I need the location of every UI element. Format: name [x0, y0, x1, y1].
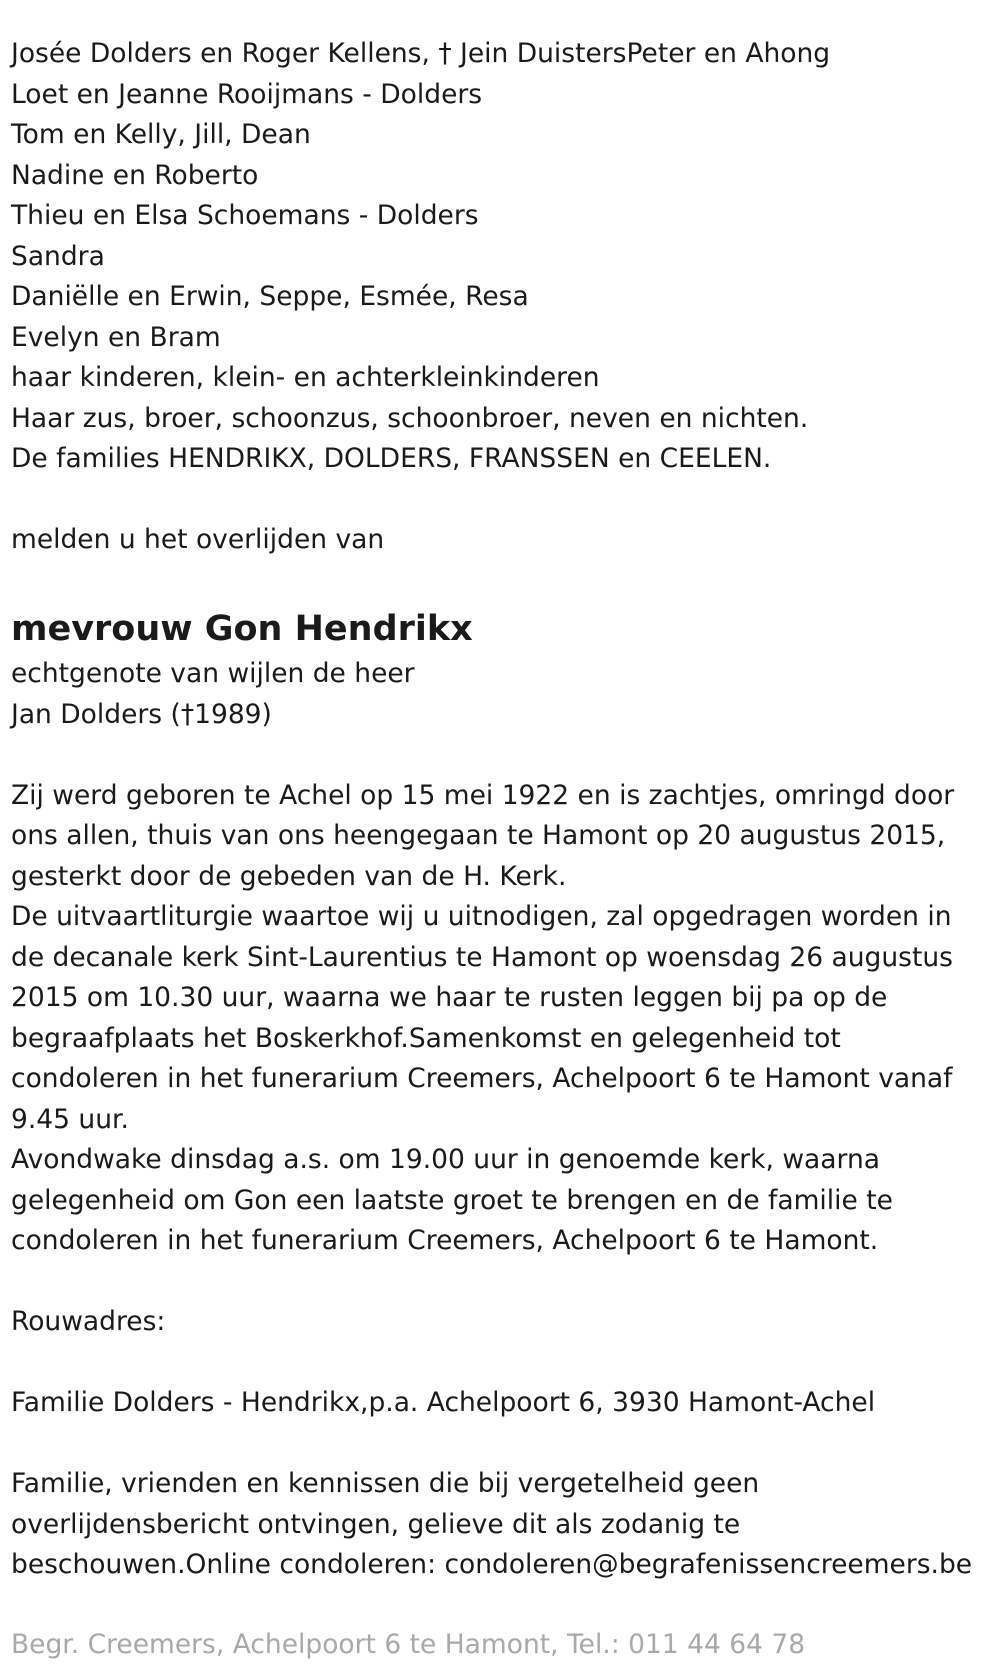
details-line: gelegenheid om Gon een laatste groet te brengen en de familie te — [11, 1184, 893, 1216]
details-line: gesterkt door de gebeden van de H. Kerk. — [11, 860, 567, 892]
spacer — [11, 1424, 996, 1465]
family-line: Evelyn en Bram — [11, 321, 221, 353]
relation-line: echtgenote van wijlen de heer — [11, 658, 415, 689]
details-line: condoleren in het funerarium Creemers, Achelpoort 6 te Hamont. — [11, 1225, 879, 1256]
details-paragraph — [11, 776, 996, 1262]
spacer — [11, 1262, 996, 1303]
family-list — [11, 34, 996, 480]
closing-line: Familie, vrienden en kennissen die bij vergetelheid geen — [11, 1468, 760, 1499]
mourning-address-label: Rouwadres: — [11, 1306, 166, 1337]
details-line: condoleren in het funerarium Creemers, Achelpoort 6 te Hamont vanaf — [11, 1063, 953, 1094]
family-line: Haar zus, broer, schoonzus, schoonbroer, neven en nichten. — [11, 402, 809, 434]
family-line: Loet en Jeanne Rooijmans - Dolders — [11, 78, 483, 110]
details-line: Avondwake dinsdag a.s. om 19.00 uur in genoemde kerk, waarna — [11, 1144, 880, 1175]
obituary-notice — [11, 34, 996, 1586]
family-line: Josée Dolders en Roger Kellens, † Jein DuistersPeter en Ahong — [11, 38, 831, 69]
announcement-text: melden u het overlijden van — [11, 524, 385, 555]
closing-line: overlijdensbericht ontvingen, gelieve dit als zodanig te — [11, 1508, 741, 1540]
mourning-address: Familie Dolders - Hendrikx,p.a. Achelpoort 6, 3930 Hamont-Achel — [11, 1387, 876, 1418]
spacer — [11, 735, 996, 776]
details-line: 2015 om 10.30 uur, waarna we haar te rusten leggen bij pa op de — [11, 982, 888, 1013]
family-line: Daniëlle en Erwin, Seppe, Esmée, Resa — [11, 281, 529, 312]
spacer — [11, 480, 996, 521]
family-line: haar kinderen, klein- en achterkleinkinderen — [11, 362, 600, 393]
details-line: De uitvaartliturgie waartoe wij u uitnodigen, zal opgedragen worden in — [11, 901, 952, 932]
funeral-home-footer: Begr. Creemers, Achelpoort 6 te Hamont, Tel.: 011 44 64 78 — [11, 1629, 806, 1660]
closing-line: beschouwen.Online condoleren: condoleren@begrafenissencreemers.be — [11, 1549, 973, 1580]
family-line: Thieu en Elsa Schoemans - Dolders — [11, 200, 479, 231]
family-line: Nadine en Roberto — [11, 159, 259, 191]
details-line: ons allen, thuis van ons heengegaan te Hamont op 20 augustus 2015, — [11, 820, 946, 851]
details-line: 9.45 uur. — [11, 1103, 129, 1135]
family-line: Sandra — [11, 240, 105, 272]
details-line: de decanale kerk Sint-Laurentius te Hamont op woensdag 26 augustus — [11, 941, 953, 973]
spacer — [11, 1343, 996, 1384]
details-line: begraafplaats het Boskerkhof.Samenkomst en gelegenheid tot — [11, 1022, 841, 1054]
spacer — [11, 561, 996, 602]
family-line: De families HENDRIKX, DOLDERS, FRANSSEN en CEELEN. — [11, 443, 772, 474]
relation-line: Jan Dolders (†1989) — [11, 698, 272, 730]
deceased-name: mevrouw Gon Hendrikx — [11, 609, 473, 649]
closing-paragraph — [11, 1464, 996, 1586]
details-line: Zij werd geboren te Achel op 15 mei 1922 en is zachtjes, omringd door — [11, 779, 955, 811]
family-line: Tom en Kelly, Jill, Dean — [11, 119, 311, 150]
